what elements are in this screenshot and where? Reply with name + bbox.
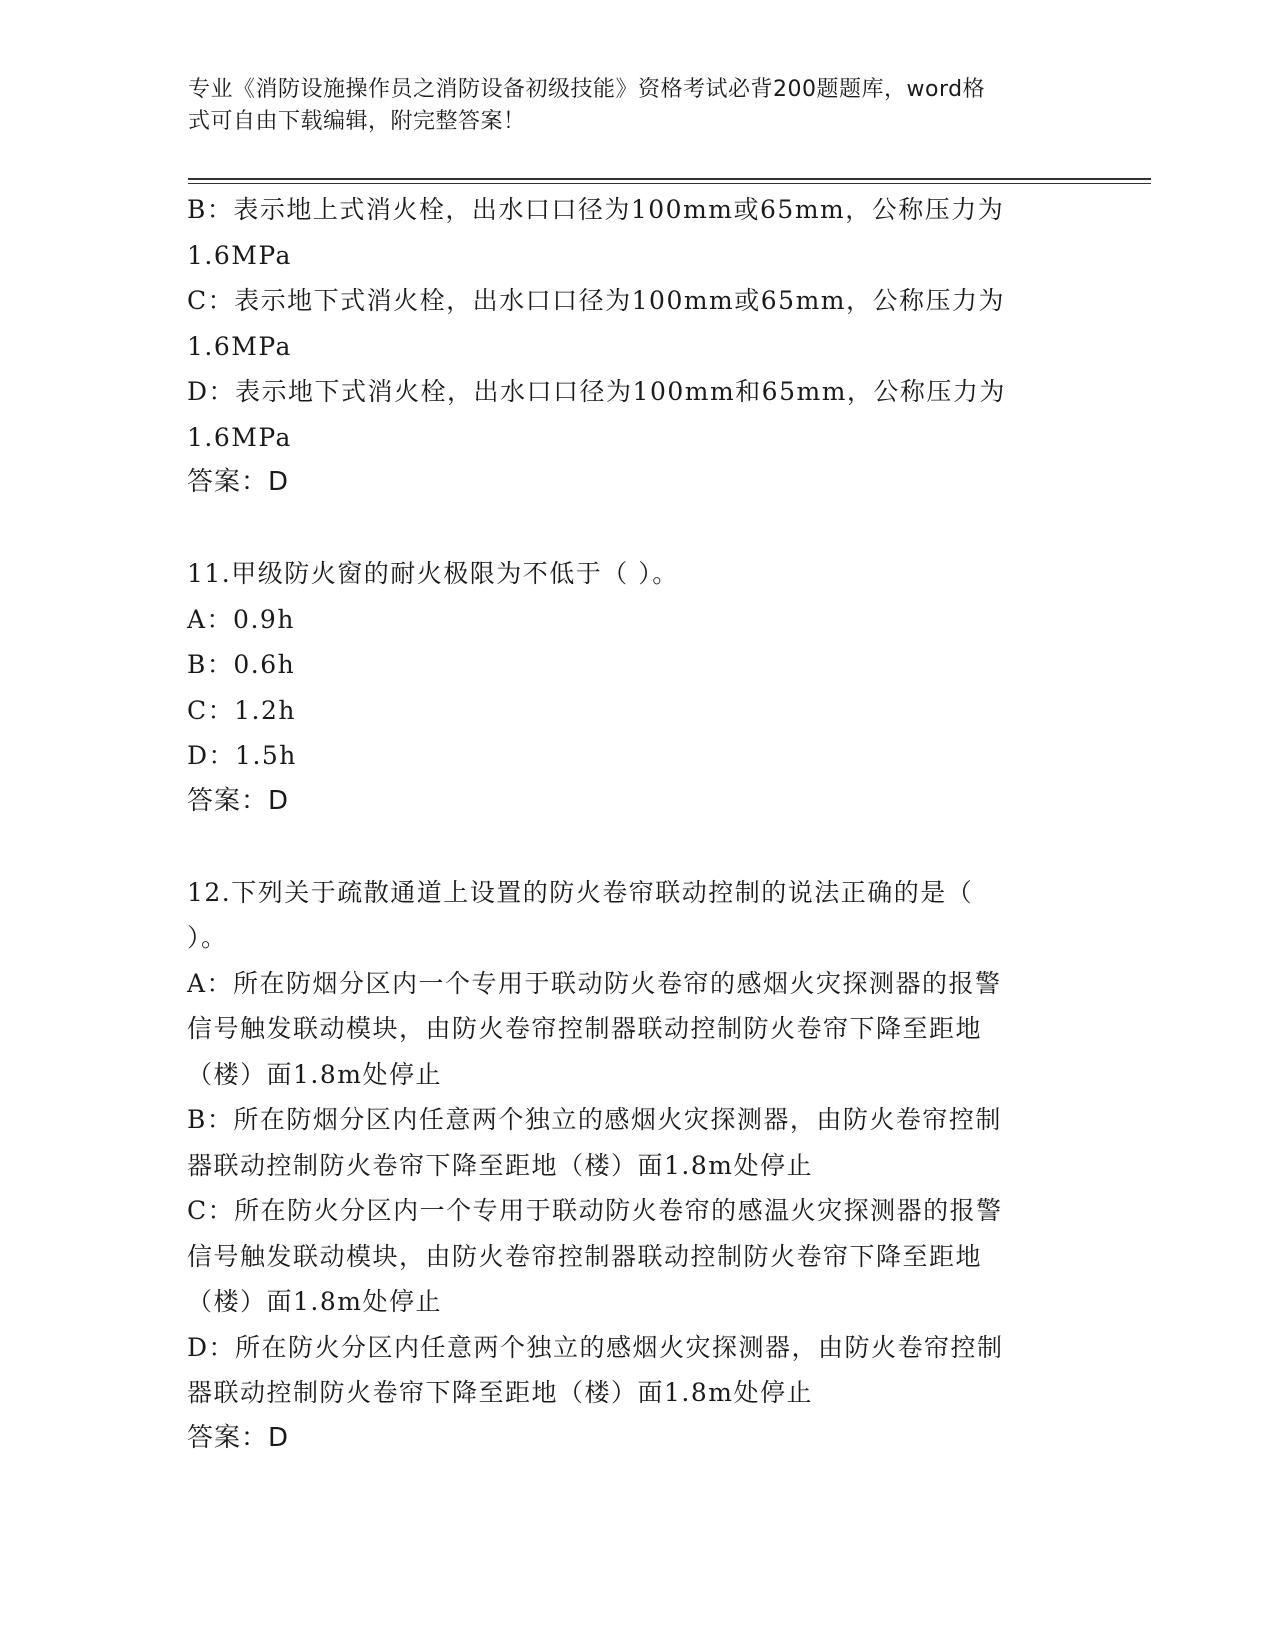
header-rule-thick bbox=[188, 178, 1151, 180]
question-11-block bbox=[187, 551, 1087, 824]
q10-option-b-line-1: B：表示地上式消火栓，出水口口径为100mm或65mm，公称压力为 bbox=[187, 195, 1005, 224]
q10-answer: 答案：D bbox=[187, 467, 290, 497]
q10-option-d-line-2: 1.6MPa bbox=[187, 422, 292, 452]
header-line-1: 专业《消防设施操作员之消防设备初级技能》资格考试必背200题题库，word格 bbox=[188, 77, 986, 102]
q12-option-d-line-1: D：所在防火分区内任意两个独立的感烟火灾探测器，由防火卷帘控制 bbox=[187, 1332, 1004, 1362]
q12-option-d-line-2: 器联动控制防火卷帘下降至距地（楼）面1.8m处停止 bbox=[187, 1378, 813, 1407]
q12-answer: 答案：D bbox=[187, 1422, 290, 1453]
q11-option-b: B：0.6h bbox=[187, 650, 296, 679]
q10-option-c-line-2: 1.6MPa bbox=[187, 331, 292, 361]
spacer bbox=[187, 824, 1087, 870]
q12-option-a-line-3: （楼）面1.8m处停止 bbox=[187, 1059, 442, 1089]
q12-option-c-line-2: 信号触发联动模块，由防火卷帘控制器联动控制防火卷帘下降至距地 bbox=[187, 1241, 983, 1271]
q12-option-c-line-3: （楼）面1.8m处停止 bbox=[187, 1287, 442, 1316]
header-rule-thin bbox=[188, 183, 1151, 184]
q12-question-line-2: ）。 bbox=[187, 923, 228, 952]
q11-answer: 答案：D bbox=[187, 785, 290, 816]
question-10-block bbox=[187, 187, 1087, 506]
q10-option-c-line-1: C：表示地下式消火栓，出水口口径为100mm或65mm，公称压力为 bbox=[187, 286, 1005, 315]
q10-option-b-line-2: 1.6MPa bbox=[187, 240, 292, 270]
q12-option-b-line-1: B：所在防烟分区内任意两个独立的感烟火灾探测器，由防火卷帘控制 bbox=[187, 1105, 1002, 1134]
document-header bbox=[188, 74, 1088, 138]
q11-option-a: A：0.9h bbox=[187, 604, 295, 634]
q12-question-line-1: 12.下列关于疏散通道上设置的防火卷帘联动控制的说法正确的是（ bbox=[187, 877, 974, 907]
q12-option-c-line-1: C：所在防火分区内一个专用于联动防火卷帘的感温火灾探测器的报警 bbox=[187, 1196, 1003, 1225]
q11-option-c: C：1.2h bbox=[187, 695, 296, 725]
q12-option-a-line-1: A：所在防烟分区内一个专用于联动防火卷帘的感烟火灾探测器的报警 bbox=[187, 968, 1002, 998]
header-line-2: 式可自由下载编辑，附完整答案！ bbox=[188, 109, 526, 134]
document-body bbox=[187, 187, 1087, 1461]
q11-question: 11.甲级防火窗的耐火极限为不低于（ ）。 bbox=[187, 559, 679, 588]
q11-option-d: D：1.5h bbox=[187, 741, 297, 770]
question-12-block bbox=[187, 870, 1087, 1462]
q12-option-b-line-2: 器联动控制防火卷帘下降至距地（楼）面1.8m处停止 bbox=[187, 1150, 813, 1180]
spacer bbox=[187, 506, 1087, 552]
q12-option-a-line-2: 信号触发联动模块，由防火卷帘控制器联动控制防火卷帘下降至距地 bbox=[187, 1014, 983, 1043]
q10-option-d-line-1: D：表示地下式消火栓，出水口口径为100mm和65mm，公称压力为 bbox=[187, 377, 1006, 406]
